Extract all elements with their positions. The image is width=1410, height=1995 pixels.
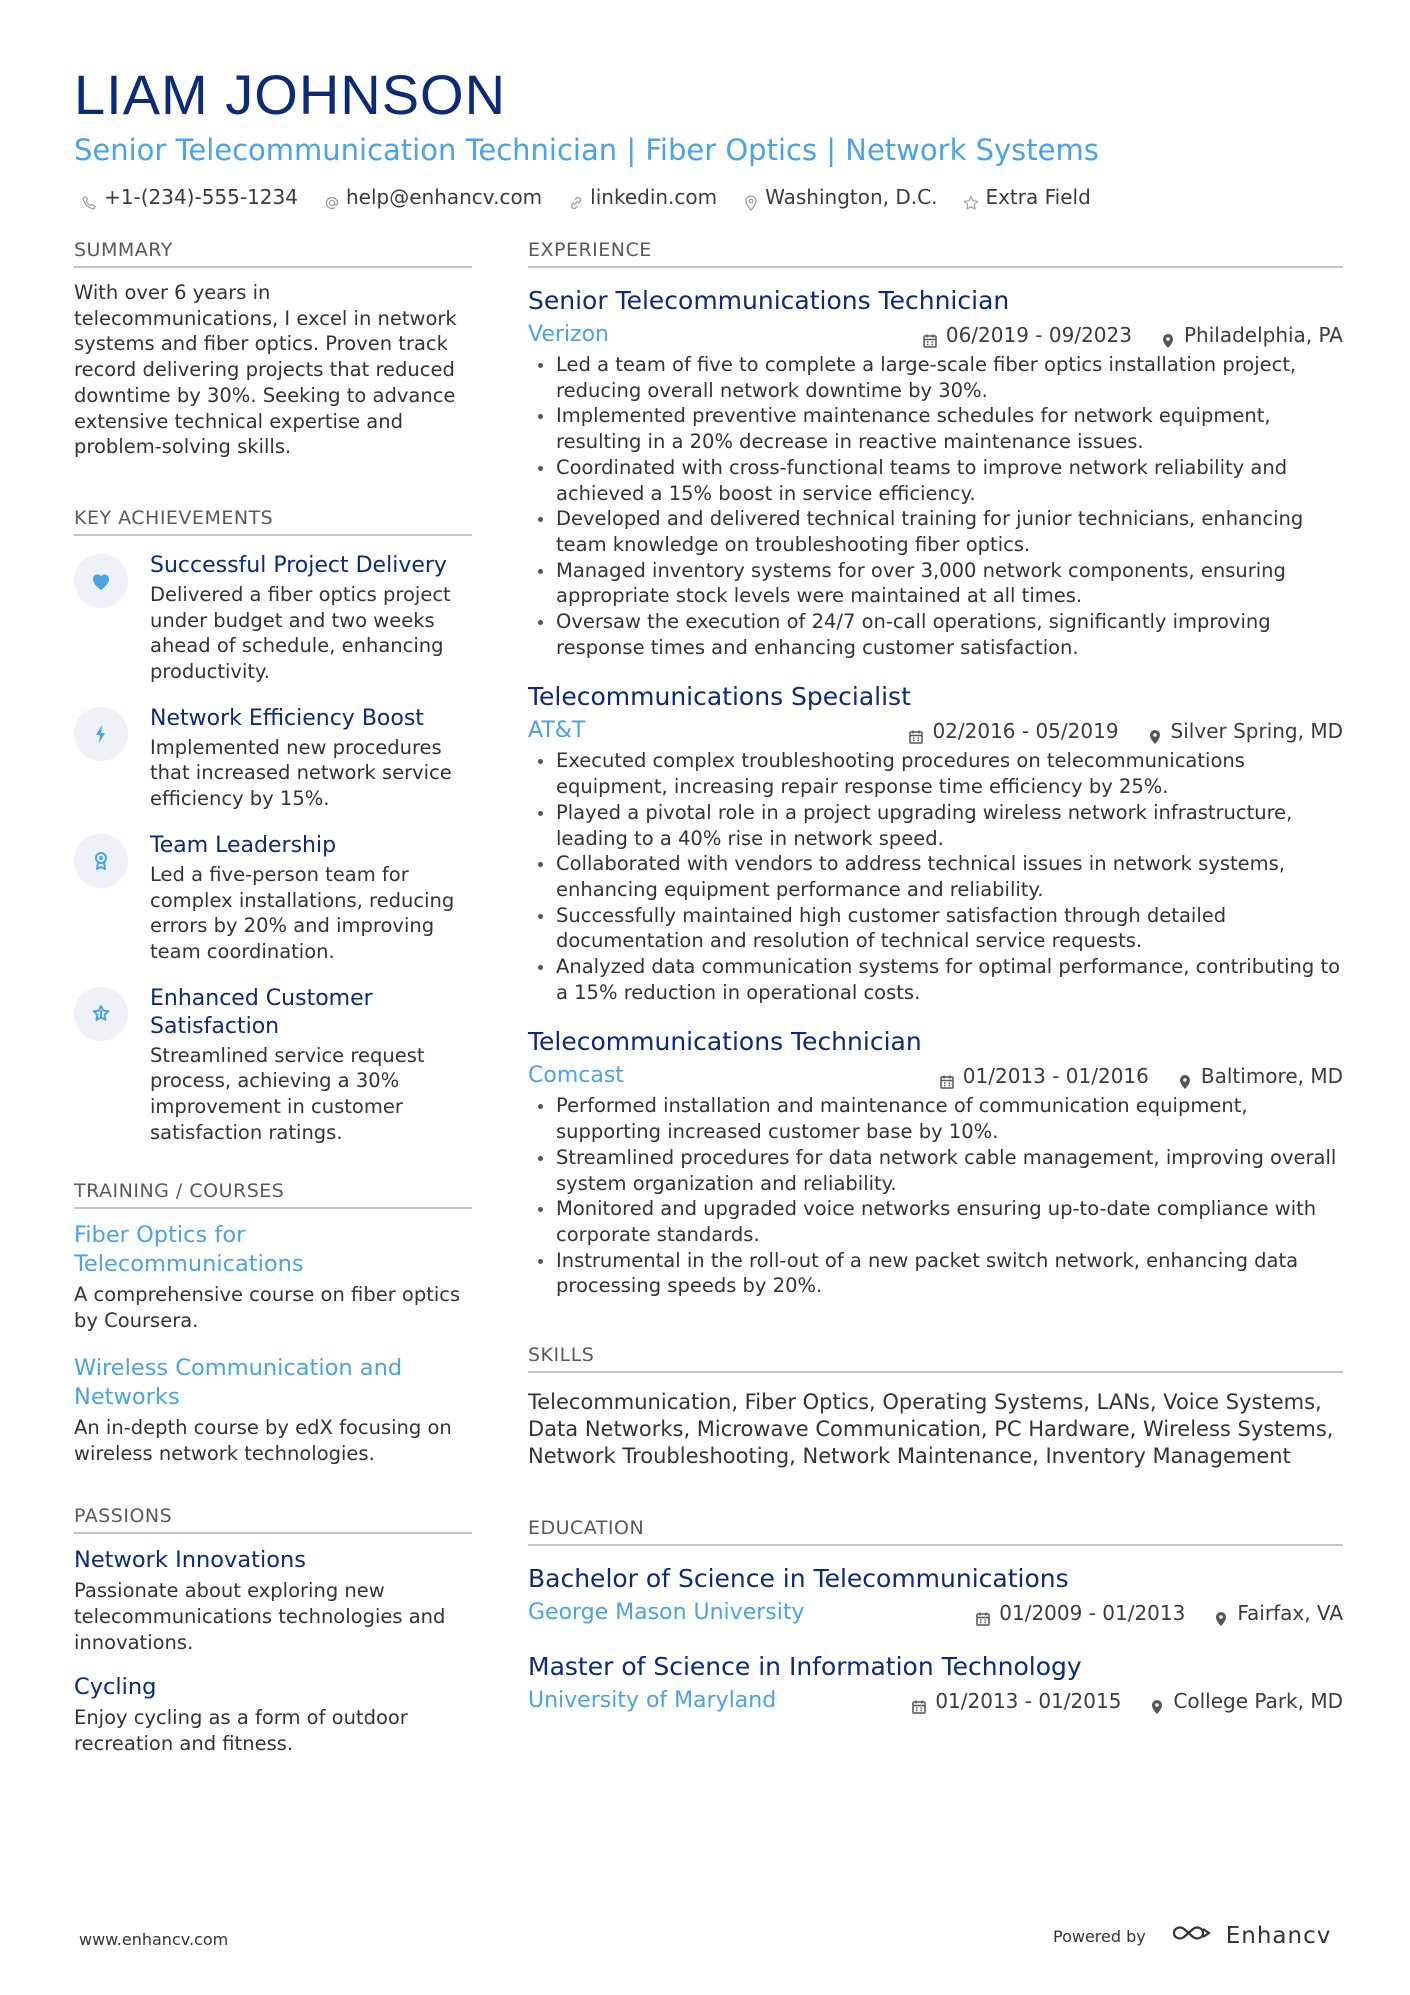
job-meta [528,716,1343,746]
location-pin-icon [1177,1068,1193,1084]
achievement-desc: Implemented new procedures that increased network service efficiency by 15%. [150,735,452,811]
summary-section [74,236,472,460]
education-entry [528,1562,1343,1628]
skills-section [528,1341,1343,1470]
experience-section [528,236,1343,1299]
job-dates [908,716,1118,746]
location-pin-icon [1147,723,1163,739]
passion-desc: Enjoy cycling as a form of outdoor recreation and fitness. [74,1706,408,1756]
education-location-text: Fairfax, VA [1237,1601,1343,1626]
school-name: George Mason University [528,1600,805,1626]
contact-email[interactable] [324,182,542,212]
education-section [528,1514,1343,1716]
passions-section [74,1502,472,1757]
contact-phone-text: +1-(234)-555-1234 [104,185,298,209]
job-bullet: Managed inventory systems for over 3,000 network components, ensuring appropriate stock levels were maintained at all times. [528,558,1343,609]
job-bullet: Collaborated with vendors to address technical issues in network systems, enhancing equipment performance and reliability. [528,851,1343,902]
summary-text: With over 6 years in telecommunications, I excel in network systems and fiber optics. Proven track record delivering projects that reduced downtime by 30%. Seeking to advance extensive technical expertise and problem-solving skills. [74,281,457,459]
achievement-item [74,552,472,685]
passion-title: Cycling [74,1674,157,1701]
calendar-icon [922,327,938,343]
contact-linkedin-text: linkedin.com [590,185,718,209]
degree-title: Master of Science in Information Technology [528,1652,1082,1682]
job-bullets [528,352,1343,660]
job-dates [939,1061,1149,1091]
contact-extra-field [963,182,1090,212]
job-entry [528,284,1343,660]
job-bullet: Implemented preventive maintenance schedules for network equipment, resulting in a 20% decrease in reactive maintenance issues. [528,403,1343,454]
job-bullet: Successfully maintained high customer satisfaction through detailed documentation and resolution of technical service requests. [528,903,1343,954]
job-dates [922,320,1132,350]
achievement-desc: Led a five-person team for complex installations, reducing errors by 20% and improving team coordination. [150,862,455,963]
job-bullet: Developed and delivered technical training for junior technicians, enhancing team knowledge on troubleshooting fiber optics. [528,506,1343,557]
job-bullet: Instrumental in the roll-out of a new packet switch network, enhancing data processing speeds by 20%. [528,1248,1343,1299]
brand-name: Enhancv [1225,1923,1332,1949]
training-heading: TRAINING / COURSES [74,1177,472,1209]
achievement-title: Successful Project Delivery [150,552,447,578]
company-name: Comcast [528,1063,624,1089]
heart-icon [74,554,128,608]
achievement-title: Network Efficiency Boost [150,705,424,731]
calendar-icon [975,1605,991,1621]
education-meta-right [911,1686,1343,1716]
left-column [74,236,472,1757]
summary-heading: SUMMARY [74,236,472,268]
achievement-title: Team Leadership [150,832,337,858]
education-entry [528,1650,1343,1716]
degree-title: Bachelor of Science in Telecommunications [528,1564,1069,1594]
achievement-desc: Streamlined service request process, achieving a 30% improvement in customer satisfaction ratings. [150,1043,425,1144]
passion-desc: Passionate about exploring new telecommunications technologies and innovations. [74,1579,446,1654]
experience-heading: EXPERIENCE [528,236,1343,268]
calendar-icon [908,723,924,739]
job-bullet: Executed complex troubleshooting procedures on telecommunications equipment, increasing repair response time efficiency by 25%. [528,748,1343,799]
job-entry [528,1025,1343,1299]
job-title: Telecommunications Specialist [528,682,911,712]
star-sparkle-icon [74,987,128,1041]
job-location [1177,1061,1343,1091]
powered-by-text: Powered by [1053,1926,1146,1946]
job-meta [528,320,1343,350]
job-dates-text: 06/2019 - 09/2023 [945,323,1132,347]
education-heading: EDUCATION [528,1514,1343,1546]
education-meta [528,1598,1343,1628]
job-location-text: Philadelphia, PA [1183,323,1343,347]
course-desc: An in-depth course by edX focusing on wireless network technologies. [74,1415,452,1465]
calendar-icon [939,1068,955,1084]
achievements-heading: KEY ACHIEVEMENTS [74,504,472,536]
company-name: AT&T [528,718,586,744]
job-location [1160,320,1343,350]
location-pin-icon [1213,1605,1229,1621]
infinity-logo-icon [1170,1920,1216,1952]
contact-phone[interactable] [82,182,298,212]
education-dates-text: 01/2013 - 01/2015 [935,1689,1122,1714]
job-bullet: Oversaw the execution of 24/7 on-call operations, significantly improving response times and enhancing customer satisfaction. [528,609,1343,660]
job-bullet: Monitored and upgraded voice networks ensuring up-to-date compliance with corporate standards. [528,1196,1343,1247]
job-bullet: Played a pivotal role in a project upgrading wireless network infrastructure, leading to a 40% rise in network speed. [528,800,1343,851]
job-location [1147,716,1343,746]
lightning-icon [74,707,128,761]
job-meta-right [922,320,1343,350]
achievements-section [74,504,472,1146]
job-dates-text: 01/2013 - 01/2016 [962,1064,1149,1089]
job-bullet: Coordinated with cross-functional teams to improve network reliability and achieved a 15% boost in service efficiency. [528,455,1343,506]
job-bullets [528,1093,1343,1299]
course-item [74,1354,472,1466]
job-title: Telecommunications Technician [528,1027,922,1057]
education-meta-right [975,1598,1343,1628]
job-entry [528,680,1343,1005]
course-title: Wireless Communication and Networks [74,1354,403,1410]
company-name: Verizon [528,322,609,347]
training-section [74,1177,472,1466]
skills-text: Telecommunication, Fiber Optics, Operating Systems, LANs, Voice Systems, Data Networks, Microwave Communication, PC Hardware, Wireless Systems, Network Troubleshooting, Network Maintenance, Inventory Management [528,1390,1334,1469]
job-location-text: Baltimore, MD [1200,1064,1343,1089]
course-title: Fiber Optics for Telecommunications [74,1222,304,1278]
course-desc: A comprehensive course on fiber optics by Coursera. [74,1283,461,1333]
job-title: Senior Telecommunications Technician [528,286,1010,315]
enhancv-logo[interactable] [1170,1920,1332,1952]
candidate-name: LIAM JOHNSON [74,63,507,126]
job-bullets [528,748,1343,1005]
calendar-icon [911,1693,927,1709]
job-dates-text: 02/2016 - 05/2019 [932,719,1119,744]
passion-title: Network Innovations [74,1547,306,1574]
footer-website[interactable]: www.enhancv.com [79,1930,229,1949]
passion-item [74,1673,472,1756]
education-location [1149,1686,1343,1716]
job-bullet: Streamlined procedures for data network cable management, improving overall system organization and reliability. [528,1145,1343,1196]
skills-heading: SKILLS [528,1341,1343,1373]
course-item [74,1221,472,1333]
achievement-item [74,705,472,812]
contact-email-text: help@enhancv.com [345,185,543,209]
contact-location [743,182,937,212]
job-meta [528,1061,1343,1091]
education-location-text: College Park, MD [1173,1689,1343,1714]
job-location-text: Silver Spring, MD [1170,719,1343,744]
link-icon [568,189,584,205]
achievement-item [74,985,472,1146]
job-meta-right [908,716,1343,746]
star-icon [963,189,979,205]
job-bullet: Led a team of five to complete a large-scale fiber optics installation project, reducing overall network downtime by 30%. [528,352,1343,403]
at-icon [324,189,340,205]
job-bullet: Analyzed data communication systems for optimal performance, contributing to a 15% reduction in operational costs. [528,954,1343,1005]
location-pin-icon [1149,1693,1165,1709]
award-icon [74,834,128,888]
candidate-headline: Senior Telecommunication Technician | Fiber Optics | Network Systems [74,133,1099,167]
location-pin-icon [1160,327,1176,343]
school-name: University of Maryland [528,1688,777,1714]
education-dates [911,1686,1121,1716]
right-column [528,236,1343,1716]
contact-bar [74,182,1344,212]
phone-icon [82,189,98,205]
contact-linkedin[interactable] [568,182,717,212]
job-bullet: Performed installation and maintenance of communication equipment, supporting increased customer base by 10%. [528,1093,1343,1144]
contact-extra-text: Extra Field [985,185,1091,209]
contact-location-text: Washington, D.C. [765,185,938,209]
passions-heading: PASSIONS [74,1502,472,1534]
resume-header [74,62,1344,212]
footer-branding [1053,1920,1331,1952]
education-dates [975,1598,1185,1628]
location-pin-icon [743,189,759,205]
achievement-item [74,832,472,965]
education-dates-text: 01/2009 - 01/2013 [999,1601,1186,1626]
passion-item [74,1546,472,1655]
achievement-title: Enhanced Customer Satisfaction [150,985,373,1039]
job-meta-right [939,1061,1343,1091]
education-location [1213,1598,1343,1628]
achievement-desc: Delivered a fiber optics project under budget and two weeks ahead of schedule, enhancing productivity. [150,582,451,684]
education-meta [528,1686,1343,1716]
